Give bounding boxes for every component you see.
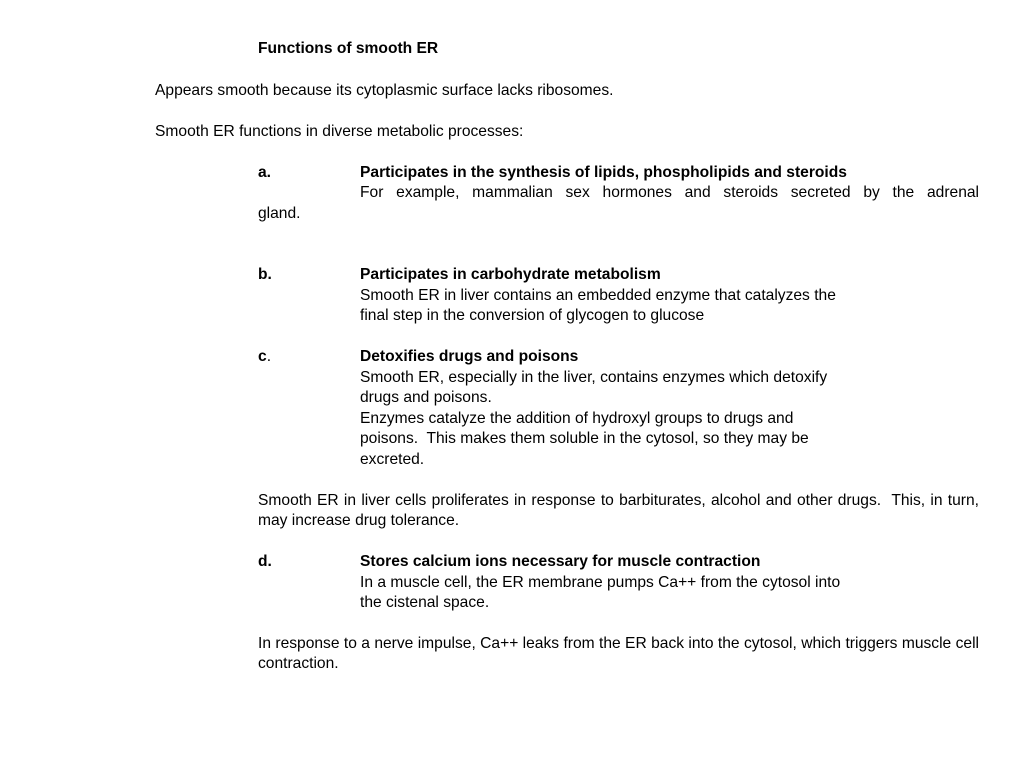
list-item-text: Smooth ER, especially in the liver, contains enzymes which detoxify: [360, 369, 828, 386]
list-item-text: the cistenal space.: [360, 594, 490, 611]
list-marker-letter: c: [258, 348, 267, 365]
list-item-text: excreted.: [360, 451, 425, 468]
list-item-text: poisons. This makes them soluble in the cytosol, so they may be: [360, 430, 809, 447]
list-marker-dot: .: [266, 348, 272, 365]
list-item-heading: Detoxifies drugs and poisons: [360, 348, 579, 365]
list-item-heading: Participates in carbohydrate metabolism: [360, 266, 661, 283]
list-item-text: For example, mammalian sex hormones and steroids secreted by the adrenal: [360, 184, 979, 201]
list-marker: d.: [258, 553, 272, 570]
list-item-text: final step in the conversion of glycogen to glucose: [360, 307, 705, 324]
list-item-text: Smooth ER in liver contains an embedded enzyme that catalyzes the: [360, 287, 836, 304]
page-title: Functions of smooth ER: [258, 40, 439, 57]
list-item-text: In a muscle cell, the ER membrane pumps Ca++ from the cytosol into: [360, 574, 841, 591]
list-item-text: Enzymes catalyze the addition of hydroxyl groups to drugs and: [360, 410, 794, 427]
list-item-text: drugs and poisons.: [360, 389, 492, 406]
body-paragraph: Smooth ER in liver cells proliferates in response to barbiturates, alcohol and other drugs. This, in turn, may increase drug tolerance.: [258, 492, 984, 529]
list-item-text: gland.: [258, 205, 301, 222]
intro-paragraph: Smooth ER functions in diverse metabolic processes:: [155, 123, 524, 140]
list-item-heading: Participates in the synthesis of lipids, phospholipids and steroids: [360, 164, 847, 181]
list-item-heading: Stores calcium ions necessary for muscle contraction: [360, 553, 761, 570]
list-marker: b.: [258, 266, 272, 283]
list-marker: a.: [258, 164, 272, 181]
body-paragraph: In response to a nerve impulse, Ca++ leaks from the ER back into the cytosol, which triggers muscle cell contraction.: [258, 635, 979, 672]
intro-paragraph: Appears smooth because its cytoplasmic surface lacks ribosomes.: [155, 82, 614, 99]
list-marker: [258, 347, 271, 367]
